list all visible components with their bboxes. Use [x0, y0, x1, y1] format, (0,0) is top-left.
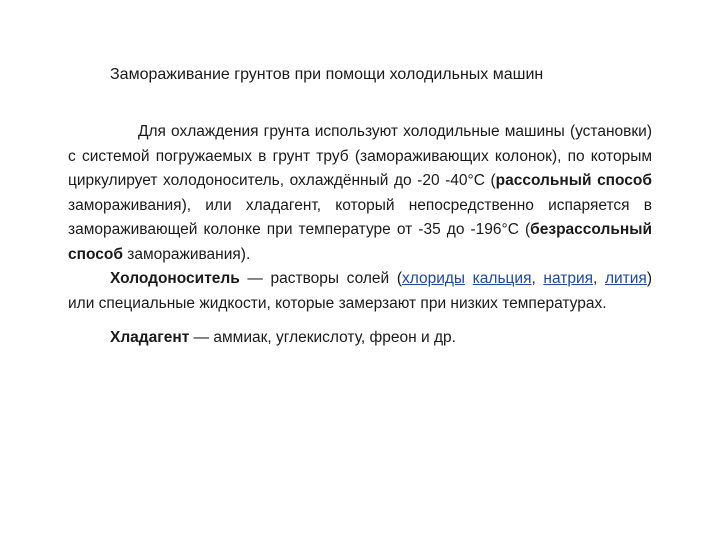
coolant-term: Холодоноситель — [110, 270, 240, 287]
p2-sep2: , — [531, 270, 544, 287]
link-lithium[interactable]: лития — [604, 270, 647, 287]
link-chlorides[interactable]: хлориды — [401, 270, 466, 287]
refrigerant-term: Хладагент — [110, 329, 190, 346]
p1-text-b: замораживания), или хладагент, который непосредственно испаряется в замораживающей колонке при температуре от -35 до -196°С ( — [68, 196, 652, 238]
paragraph-cooling-methods — [68, 120, 652, 267]
link-sodium[interactable]: натрия — [543, 270, 594, 287]
p3-text: — аммиак, углекислоту, фреон и др. — [189, 329, 456, 346]
p2-text-a: — растворы солей ( — [239, 270, 402, 287]
p2-sep1 — [465, 270, 473, 287]
p2-text-b: ) или специальные жидкости, которые замерзают при низких температурах. — [68, 270, 652, 312]
p2-sep3: , — [593, 270, 605, 287]
brine-method-term: рассольный способ — [495, 172, 652, 189]
paragraph-coolant — [68, 267, 652, 316]
p1-text-a: Для охлаждения грунта используют холодильные машины (установки) с системой погружаемых в грунт труб (замораживающих колонок), по которым циркулирует холодоноситель, охлаждённый до -20 -40°С ( — [68, 123, 652, 189]
p1-text-c: замораживания). — [122, 245, 251, 263]
brineless-method-term: безрассольный способ — [68, 221, 652, 263]
slide-body — [68, 120, 652, 351]
link-calcium[interactable]: кальция — [472, 270, 532, 287]
slide-title: Замораживание грунтов при помощи холодильных машин — [110, 66, 544, 83]
paragraph-refrigerant — [68, 326, 652, 351]
